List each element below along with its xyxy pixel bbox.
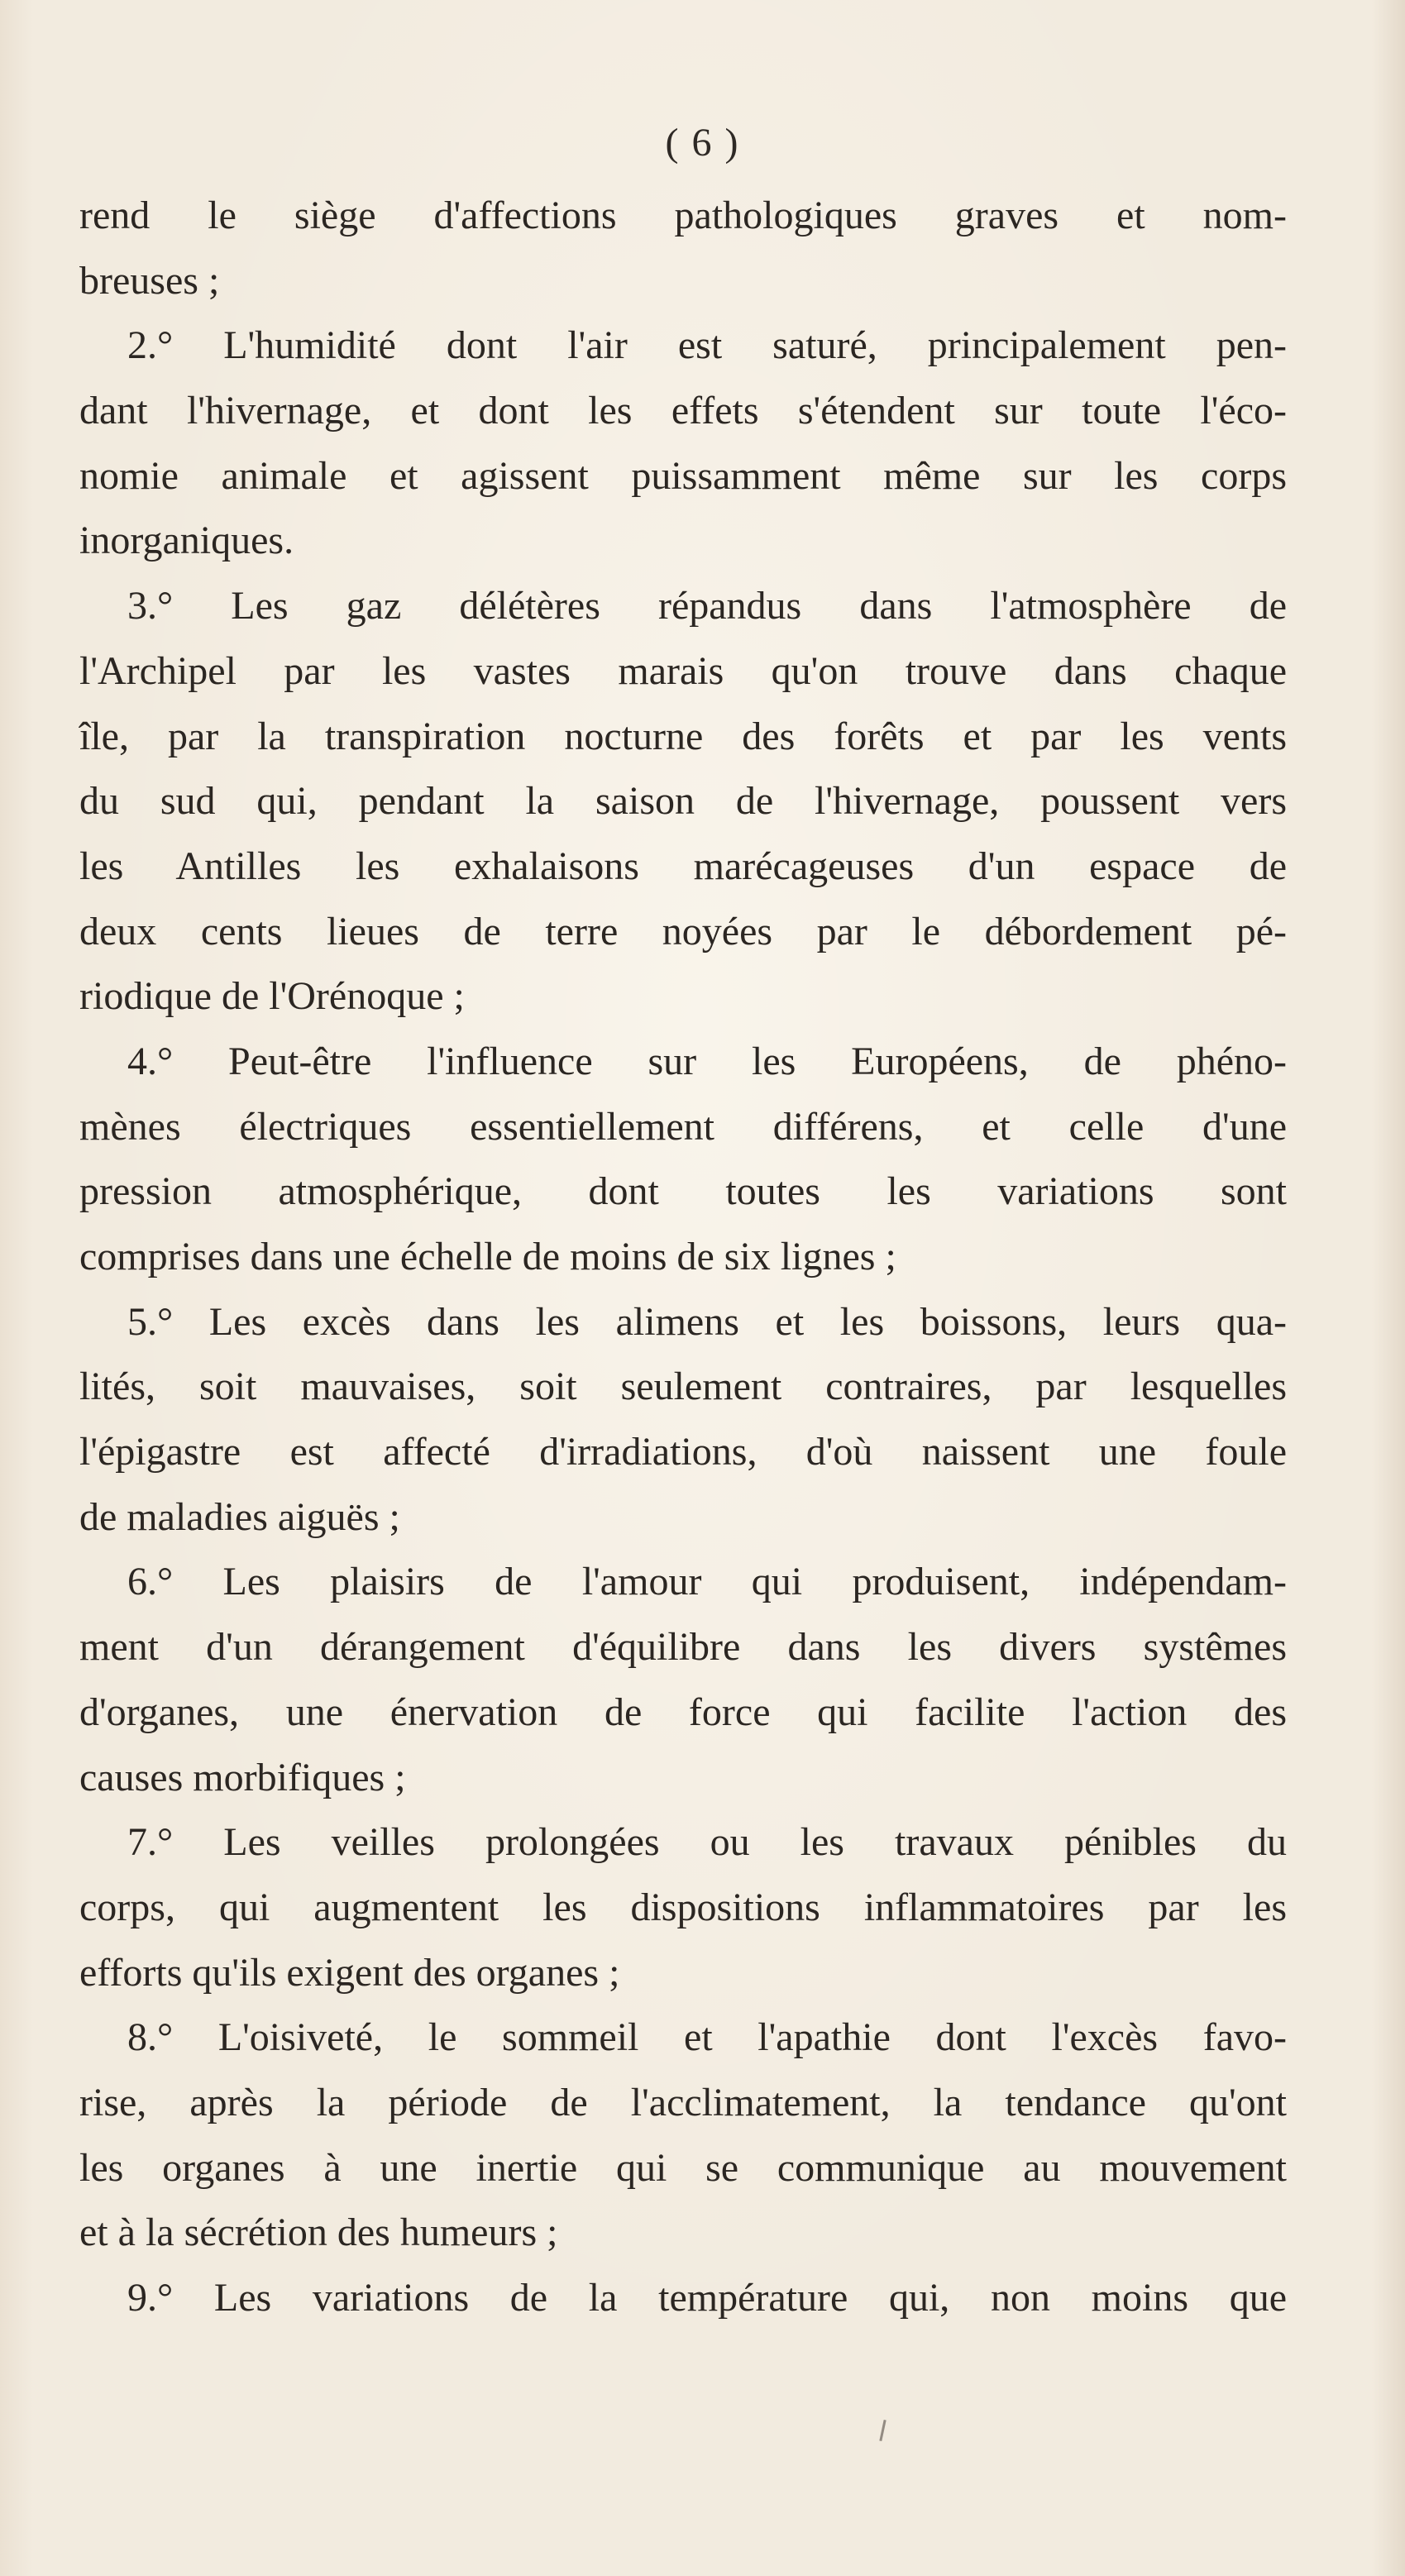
text-line: rise, après la période de l'acclimatement, la tendance qu'ont [79,2080,1287,2124]
text-line: île, par la transpiration nocturne des forêts et par les vents [79,714,1287,758]
text-line: et à la sécrétion des humeurs ; [79,2210,558,2255]
text-line: les Antilles les exhalaisons marécageuses d'un espace de [79,844,1287,888]
text-line: l'épigastre est affecté d'irradiations, d'où naissent une foule [79,1430,1287,1474]
text-line: ment d'un dérangement d'équilibre dans les divers systêmes [79,1625,1287,1670]
text-line: nomie animale et agissent puissamment même sur les corps [79,453,1287,498]
numbered-paragraph-start: 7.° Les veilles prolongées ou les travaux pénibles du [127,1820,1287,1865]
numbered-paragraph-start: 8.° L'oisiveté, le sommeil et l'apathie dont l'excès favo- [127,2015,1287,2060]
text-line: d'organes, une énervation de force qui facilite l'action des [79,1689,1287,1734]
text-line: efforts qu'ils exigent des organes ; [79,1950,620,1995]
text-line: mènes électriques essentiellement différens, et celle d'une [79,1104,1287,1149]
text-line: causes morbifiques ; [79,1755,406,1799]
text-line: deux cents lieues de terre noyées par le débordement pé- [79,909,1287,953]
text-line: du sud qui, pendant la saison de l'hivernage, poussent vers [79,779,1287,824]
text-line: inorganiques. [79,519,294,563]
text-line: riodique de l'Orénoque ; [79,974,465,1019]
numbered-paragraph-start: 4.° Peut-être l'influence sur les Européens, de phéno- [127,1039,1287,1083]
text-line: breuses ; [79,258,220,303]
text-line: corps, qui augmentent les dispositions inflammatoires par les [79,1885,1287,1929]
numbered-paragraph-start: 3.° Les gaz délétères répandus dans l'atmosphère de [127,584,1287,628]
text-line: rend le siège d'affections pathologiques graves et nom- [79,194,1287,237]
numbered-paragraph-start: 2.° L'humidité dont l'air est saturé, principalement pen- [127,323,1287,368]
ink-mark [879,2420,886,2441]
numbered-paragraph-start: 5.° Les excès dans les alimens et les boissons, leurs qua- [127,1299,1287,1344]
text-line: l'Archipel par les vastes marais qu'on trouve dans chaque [79,648,1287,693]
text-line: de maladies aiguës ; [79,1494,400,1539]
numbered-paragraph-start: 9.° Les variations de la température qui, non moins que [127,2276,1287,2320]
numbered-paragraph-start: 6.° Les plaisirs de l'amour qui produisent, indépendam- [127,1560,1287,1604]
text-line: pression atmosphérique, dont toutes les variations sont [79,1169,1287,1214]
page-number: ( 6 ) [665,121,740,165]
text-line: dant l'hivernage, et dont les effets s'étendent sur toute l'éco- [79,389,1287,433]
text-line: lités, soit mauvaises, soit seulement contraires, par lesquelles [79,1364,1287,1409]
text-line: comprises dans une échelle de moins de six lignes ; [79,1235,896,1278]
text-line: les organes à une inertie qui se communique au mouvement [79,2145,1287,2190]
body-text [79,184,1287,2331]
